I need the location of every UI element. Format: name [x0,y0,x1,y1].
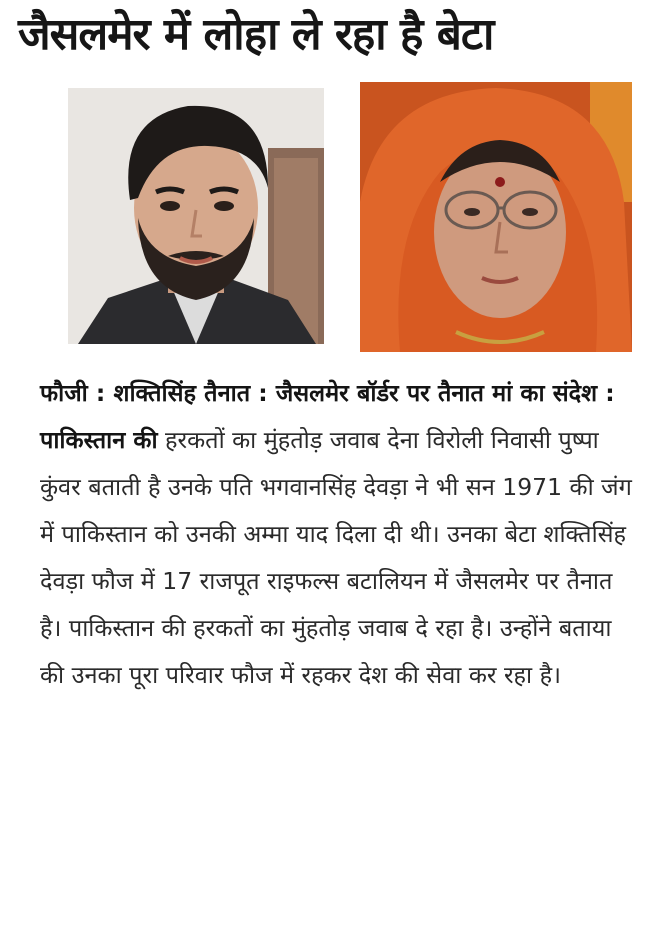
article-text [40,370,640,699]
article-body: हरकतों का मुंहतोड़ जवाब देना विरोली निवासी पुष्पा कुंवर बताती है उनके पति भगवानसिंह देवड़ा ने भी सन 1971 की जंग में पाकिस्तान को उनकी अम्मा याद दिला दी थी। उनका बेटा शक्तिसिंह देवड़ा फौज में 17 राजपूत राइफल्स बटालियन में जैसलमेर पर तैनात है। पाकिस्तान की हरकतों का मुंहतोड़ जवाब दे रहा है। उन्होंने बताया की उनका पूरा परिवार फौज में रहकर देश की सेवा कर रहा है। [40,426,640,689]
mother-photo [360,82,632,352]
soldier-portrait-illustration [68,88,324,344]
article-lead: फौजी : शक्तिसिंह तैनात : जैसलमेर बॉर्डर पर तैनात मां का संदेश : पाकिस्तान की [40,379,623,454]
soldier-photo [68,88,324,344]
headline: जैसलमेर में लोहा ले रहा है बेटा [18,9,494,60]
mother-portrait-illustration [360,82,632,352]
